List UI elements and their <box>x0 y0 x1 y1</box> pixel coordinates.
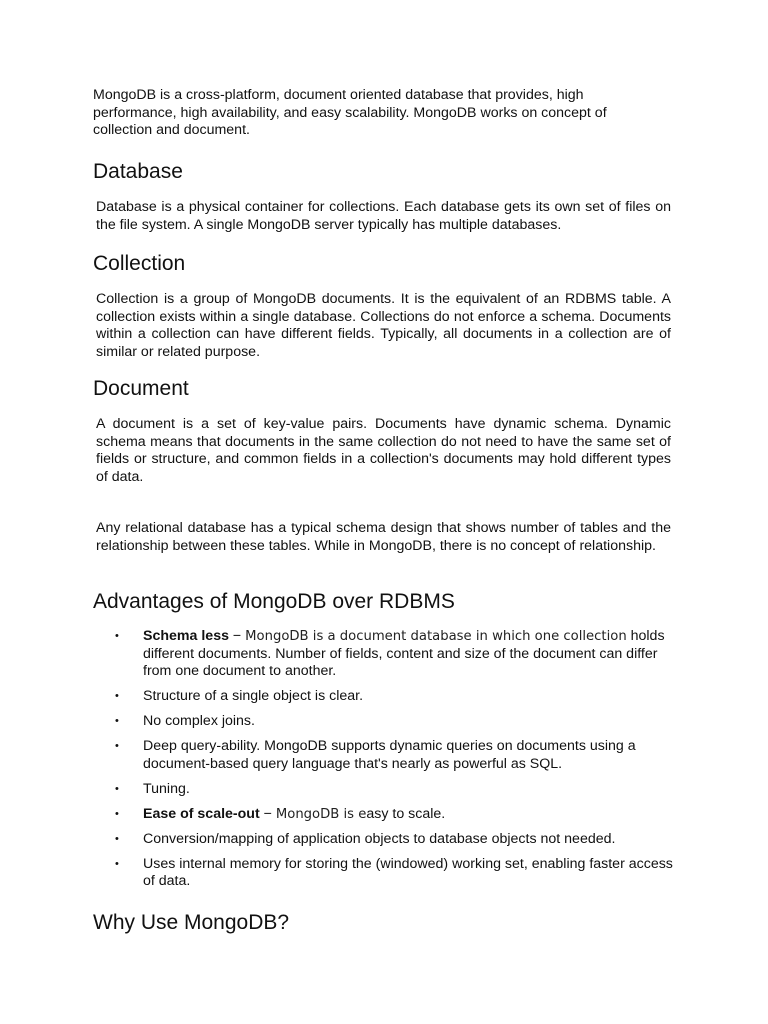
list-item: • Tuning. <box>115 780 190 797</box>
why-heading: Why Use MongoDB? <box>93 911 290 934</box>
list-item: • No complex joins. <box>115 713 255 729</box>
advantages-heading: Advantages of MongoDB over RDBMS <box>93 590 455 613</box>
bullet-icon: • <box>115 782 119 795</box>
list-item-title: Schema less <box>143 628 229 644</box>
bullet-icon: • <box>115 807 119 820</box>
database-paragraph: Database is a physical container for collections. Each database gets its own set of files on the file system. A single MongoDB server typically has multiple databases. <box>96 199 671 233</box>
list-item: • Uses internal memory for storing the (windowed) working set, enabling faster access of data. <box>115 855 673 889</box>
advantages-list <box>114 628 674 898</box>
bullet-icon: • <box>115 690 119 702</box>
bullet-icon: • <box>115 630 119 642</box>
intro-paragraph: MongoDB is a cross-platform, document oriented database that provides, high performance, high availability, and easy scalability. MongoDB works on concept of collection and document. <box>93 87 607 138</box>
database-heading: Database <box>93 160 183 183</box>
relational-paragraph: Any relational database has a typical schema design that shows number of tables and the relationship between these tables. While in MongoDB, there is no concept of relationship. <box>96 520 671 554</box>
list-item: • Schema less − MongoDB is a document database in which one collection holds different documents. Number of fields, content and size of the document can differ from one document to another. <box>115 628 665 679</box>
list-item-title: Ease of scale-out <box>143 805 260 822</box>
collection-paragraph: Collection is a group of MongoDB documents. It is the equivalent of an RDBMS table. A collection exists within a single database. Collections do not enforce a schema. Documents within a collection can have different fields. Typically, all documents in a collection are of similar or related purpose. <box>96 291 671 360</box>
bullet-icon: • <box>115 715 119 727</box>
bullet-icon: • <box>115 740 119 752</box>
bullet-icon: • <box>115 857 119 870</box>
bullet-icon: • <box>115 832 119 845</box>
list-item: • Deep query-ability. MongoDB supports dynamic queries on documents using a document-based query language that's nearly as powerful as SQL. <box>115 738 636 772</box>
list-item: • Conversion/mapping of application objects to database objects not needed. <box>115 830 616 847</box>
collection-heading: Collection <box>93 252 186 275</box>
list-item: • Structure of a single object is clear. <box>115 688 364 704</box>
list-item: • Ease of scale-out − MongoDB is easy to scale. <box>115 805 446 822</box>
document-heading: Document <box>93 377 189 400</box>
document-paragraph: A document is a set of key-value pairs. Documents have dynamic schema. Dynamic schema means that documents in the same collection do not need to have the same set of fields or structure, and common fields in a collection's documents may hold different types of data. <box>96 416 671 485</box>
